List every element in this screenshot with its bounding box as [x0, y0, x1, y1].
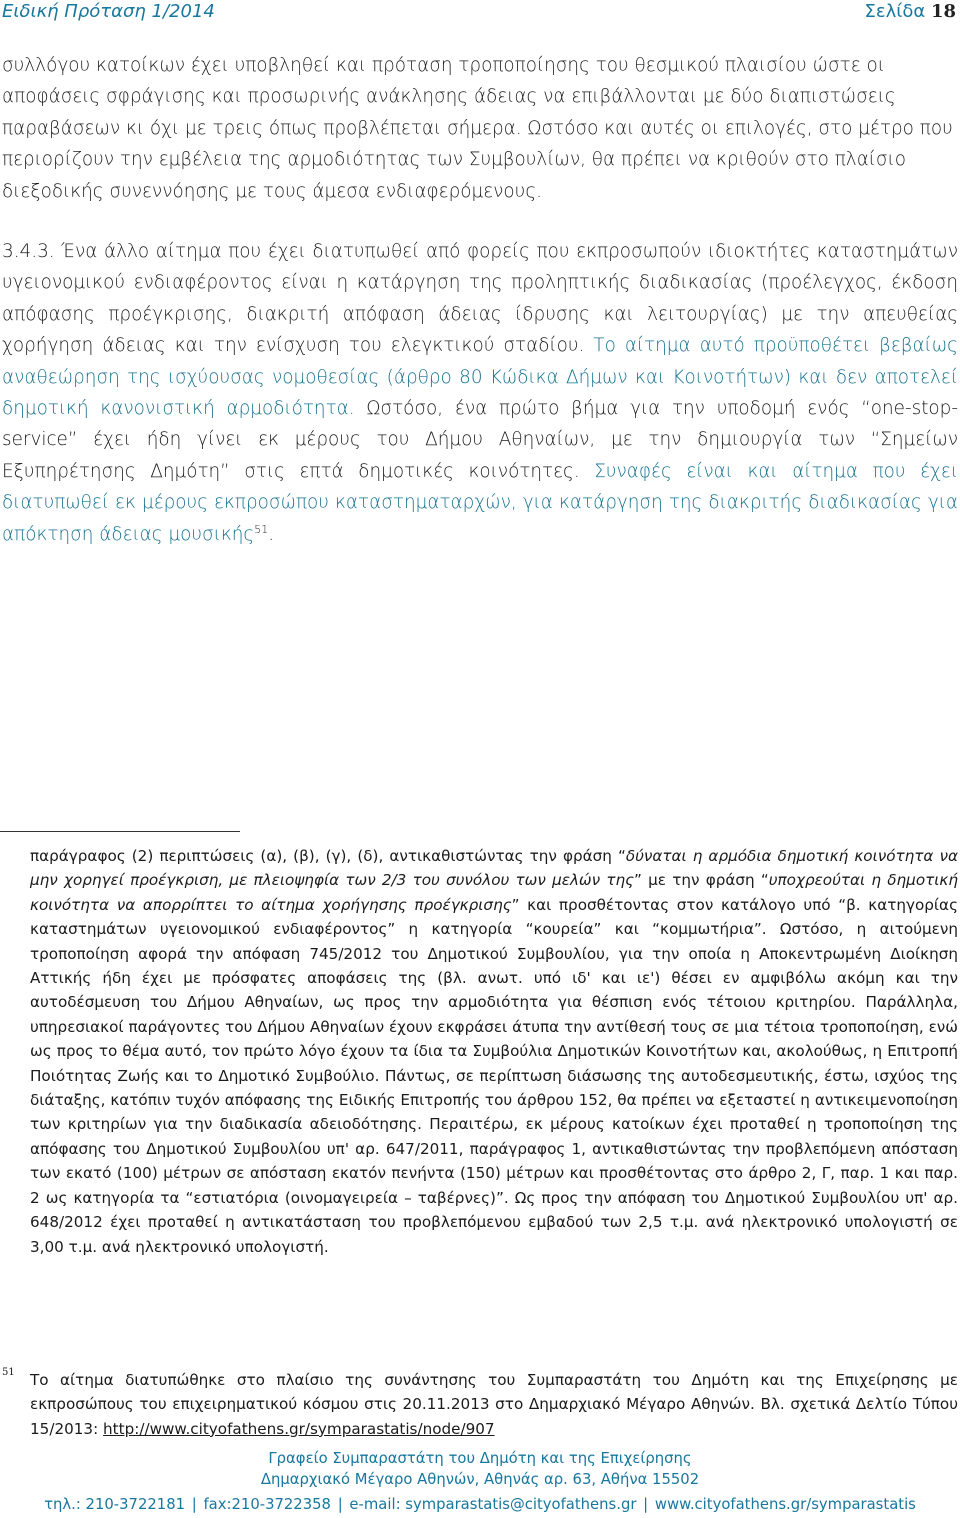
footnote-continued [30, 844, 958, 1259]
paragraph-2-part-1: Ένα άλλο αίτημα που έχει διατυπωθεί από φορείς που εκπροσωπούν ιδιοκτήτες καταστημάτων υγειονομικού ενδιαφέροντος είναι η κατάργηση της προληπτικής διαδικασίας (προέλεγχος, έκδοση απόφασης προέγκρισης, διακριτή απόφαση άδειας ίδρυσης και λειτουργίας) με την απευθείας χορήγηση άδειας και την ενίσχυση του ελεγκτικού σταδίου. [2, 241, 958, 357]
footnote-text: ” και προσθέτοντας στον κατάλογο υπό “β. κατηγορίας καταστημάτων υγειονομικού ενδιαφέροντος” η κατηγορία “κουρεία” και “κομμωτήρια”. Ωστόσο, η αιτούμενη τροποποίηση αφορά την απόφαση 745/2012 του Δημοτικού Συμβουλίου, για την οποία η Αποκεντρωμένη Διοίκηση Αττικής ήδη έχει με πρόσφατες αποφάσεις της (βλ. ανωτ. υπό ιδ' και ιε') θέσει εν αμφιβόλω ακόμη και την αυτοδέσμευση του Δήμου Αθηναίων, ως προς την αρμοδιότητα για θέσπιση ενός τέτοιου κριτηρίου. Παράλληλα, υπηρεσιακοί παράγοντες του Δήμου Αθηναίων έχουν εκφράσει άτυπα την αντίθεσή τους σε μια τέτοια τροποποίηση, ενώ ως προς το θέμα αυτό, τον πρώτο λόγο έχουν τα ίδια τα Συμβούλια Δημοτικών Κοινοτήτων και, ακολούθως, η Επιτροπή Ποιότητας Ζωής και το Δημοτικό Συμβούλιο. Πάντως, σε περίπτωση διάσωσης της αυτοδεσμευτικής, έστω, ισχύος της διάταξης, κατόπιν τυχόν απόφασης της Ειδικής Επιτροπής του άρθρου 152, θα πρέπει να εξεταστεί η αντικειμενοποίηση των κριτηρίων για την διαδικασία αδειοδότησης. Περαιτέρω, εκ μέρους κατοίκων έχει προταθεί η τροποποίηση της απόφασης του Δημοτικού Συμβουλίου υπ' αρ. 647/2011, παράγραφος 1, αντικαθιστώντας την προβλεπόμενη απόσταση των εκατό (100) μέτρων σε απόσταση εκατόν πενήντα (150) μέτρων και προσθέτοντας στο άρθρο 2, Γ, παρ. 1 και παρ. 2 ως κατηγορία τα “εστιατόρια (οινομαγειρεία – ταβέρνες)”. Ως προς την απόφαση του Δημοτικού Συμβουλίου υπ' αρ. 648/2012 έχει προταθεί η αντικατάσταση του προβλεπόμενου εμβαδού των 2,5 τ.μ. ανά ηλεκτρονικό υπολογιστή σε 3,00 τ.μ. ανά ηλεκτρονικό υπολογιστή. [30, 895, 958, 1256]
paragraph-2-part-3: Ωστόσο, ένα πρώτο βήμα για την υποδομή ενός “one-stop-service” έχει ήδη γίνει εκ μέρους του Δήμου Αθηναίων, με την δημιουργία των “Σημείων Εξυπηρέτησης Δημότη” στις επτά δημοτικές κοινότητες. [2, 398, 958, 482]
footer-separator: | [643, 1496, 649, 1513]
footnote-separator [0, 831, 240, 832]
footer-office-name: Γραφείο Συμπαραστάτη του Δημότη και της Επιχείρησης [268, 1450, 692, 1467]
paragraph-2-end: . [268, 523, 275, 545]
document-header-title: Ειδική Πρόταση 1/2014 [2, 1, 215, 22]
section-number: 3.4.3. [2, 241, 55, 262]
paragraph-2-part-2: Το αίτημα αυτό προϋποθέτει βεβαίως αναθεώρηση της ισχύουσας νομοθεσίας (άρθρο 80 Κώδικα Δήμων και Κοινοτήτων) και δεν αποτελεί δημοτική κανονιστική αρμοδιότητα. [2, 335, 958, 420]
footnote-quote: δύναται η αρμόδια δημοτική κοινότητα να μην χορηγεί προέγκριση, με πλειοψηφία των 2/3 του συνόλου των μελών της [30, 847, 958, 890]
footnote-51 [30, 1368, 958, 1441]
paragraph-2 [2, 236, 958, 550]
footnote-reference[interactable]: 51 [254, 522, 269, 536]
page-label: Σελίδα [864, 1, 926, 22]
footer-fax: fax:210-3722358 [203, 1496, 331, 1513]
page-number-label [864, 0, 956, 24]
footer-contacts [0, 1494, 960, 1515]
press-release-link[interactable]: http://www.cityofathens.gr/symparastatis/node/907 [103, 1419, 495, 1438]
footnote-text: ” με την φράση “ [634, 871, 769, 890]
footer-phone: τηλ.: 210-3722181 [44, 1496, 186, 1513]
paragraph-1: συλλόγου κατοίκων έχει υποβληθεί και πρόταση τροποποίησης του θεσμικού πλαισίου ώστε οι αποφάσεις σφράγισης και προσωρινής ανάκλησης άδειας να επιβάλλονται με δύο διαπιστώσεις παραβάσεων κι όχι με τρεις όπως προβλέπεται σήμερα. Ωστόσο και αυτές οι επιλογές, στο μέτρο που περιορίζουν την εμβέλεια της αρμοδιότητας των Συμβουλίων, θα πρέπει να κριθούν στο πλαίσιο διεξοδικής συνεννόησης με τους άμεσα ενδιαφερόμενους. [2, 55, 953, 202]
footer-address: Δημαρχιακό Μέγαρο Αθηνών, Αθηνάς αρ. 63, Αθήνα 15502 [260, 1471, 700, 1488]
footer-separator: | [191, 1496, 197, 1513]
page-number: 18 [930, 1, 956, 22]
footnote-51-text: Το αίτημα διατυπώθηκε στο πλαίσιο της συνάντησης του Συμπαραστάτη του Δημότη και της Επιχείρησης με εκπροσώπους του επιχειρηματικού κόσμου στις 20.11.2013 στο Δημαρχιακό Μέγαρο Αθηνών. Βλ. σχετικά Δελτίο Τύπου 15/2013: [30, 1371, 958, 1438]
footer-email[interactable]: e-mail: symparastatis@cityofathens.gr [349, 1496, 637, 1513]
footnote-quote: υποχρεούται η δημοτική κοινότητα να απορρίπτει το αίτημα χορήγησης προέγκρισης [30, 871, 958, 914]
footer-separator: | [337, 1496, 343, 1513]
footer-website[interactable]: www.cityofathens.gr/symparastatis [654, 1496, 916, 1513]
footnote-51-number: 51 [2, 1367, 15, 1378]
footnote-text: παράγραφος (2) περιπτώσεις (α), (β), (γ), (δ), αντικαθιστώντας την φράση “ [30, 847, 626, 865]
paragraph-2-part-4: Συναφές είναι και αίτημα που έχει διατυπωθεί εκ μέρους εκπροσώπου καταστηματαρχών, για κατάργηση της διακριτής διαδικασίας για απόκτηση άδειας μουσικής [2, 460, 958, 545]
